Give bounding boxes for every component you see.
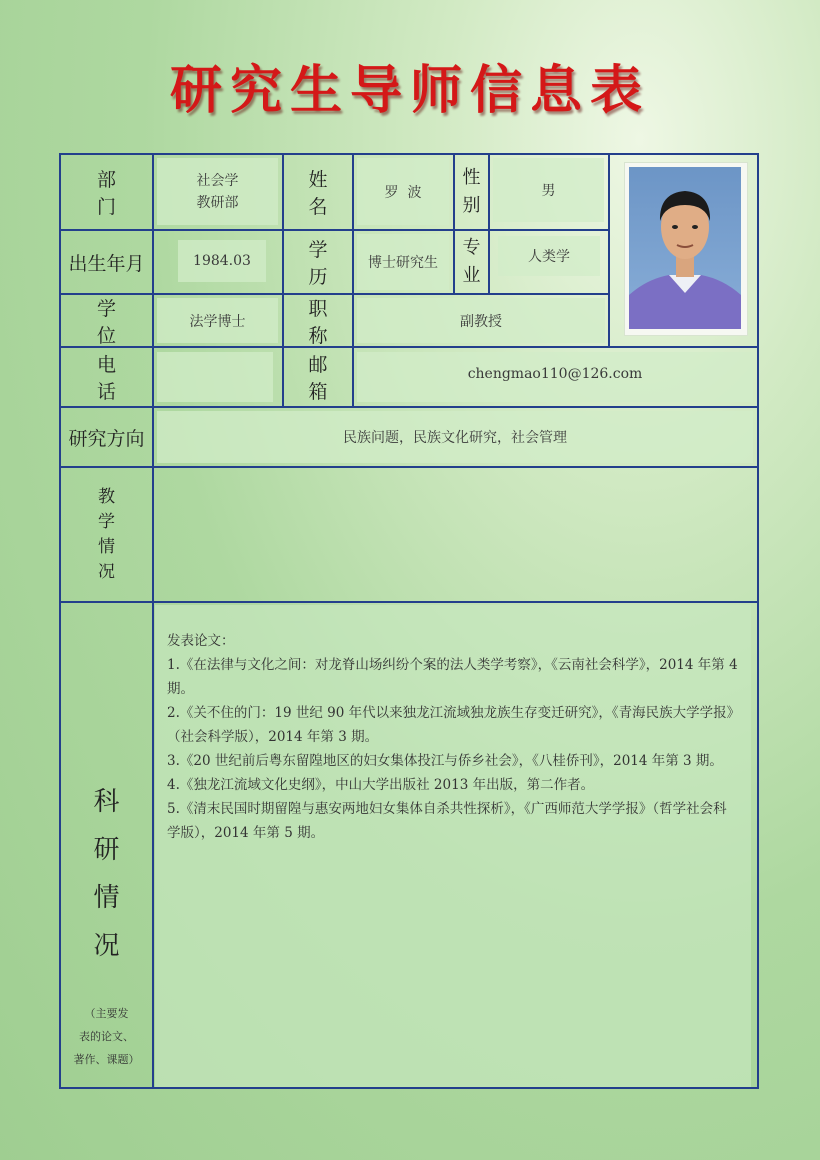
email-value: chengmao110@126.com	[357, 352, 753, 402]
teaching-label	[61, 468, 152, 601]
phone-label: 电 话	[96, 354, 130, 403]
name-label: 姓 名	[308, 169, 342, 218]
name-value: 罗 波	[357, 158, 449, 225]
publication-heading: 发表论文：	[167, 633, 235, 649]
teaching-label-3: 情	[98, 536, 115, 557]
gender-label-1: 性	[462, 167, 481, 189]
table-divider	[608, 153, 610, 346]
major-label-2: 业	[462, 265, 481, 286]
table-divider	[488, 153, 490, 293]
major-value: 人类学	[498, 236, 600, 276]
table-divider	[152, 153, 154, 1089]
research-note-line-3: 著作、课题）	[73, 1053, 140, 1066]
research-note-line-1: （主要发	[84, 1007, 129, 1020]
department-label: 部 门	[96, 169, 130, 218]
gender-label-2: 别	[462, 195, 481, 216]
table-divider	[352, 153, 354, 406]
major-label	[455, 231, 488, 293]
teaching-value	[155, 468, 756, 601]
department-line-2: 教研部	[196, 194, 239, 211]
gender-label	[455, 155, 488, 229]
list-item: 1.《在法律与文化之间：对龙脊山场纠纷个案的法人类学考察》，《云南社会科学》，2014 年第 4 期。	[167, 657, 738, 697]
teaching-label-1: 教	[98, 486, 115, 507]
research-note	[61, 1002, 152, 1071]
department-value	[157, 158, 278, 225]
table-divider	[59, 406, 759, 408]
research-note-line-2: 表的论文、	[79, 1030, 134, 1043]
page-title: 研究生导师信息表	[169, 61, 650, 121]
major-label-1: 专	[462, 237, 481, 259]
degree-label: 学 位	[96, 297, 130, 347]
research-direction-value: 民族问题，民族文化研究，社会管理	[157, 411, 753, 463]
department-line-1: 社会学	[196, 172, 239, 189]
publication-list	[167, 629, 739, 845]
education-label: 学 历	[308, 239, 342, 288]
list-item: 4.《独龙江流域文化史纲》，中山大学出版社 2013 年出版，第二作者。	[167, 777, 595, 793]
research-label	[61, 778, 152, 970]
portrait-person-icon	[629, 167, 741, 329]
research-label-2: 研	[93, 835, 120, 865]
list-item: 5.《清末民国时期留隍与惠安两地妇女集体自杀共性探析》，《广西师范大学学报》（哲学社会科学版），2014 年第 5 期。	[167, 801, 727, 841]
list-item: 2.《关不住的门：19 世纪 90 年代以来独龙江流域独龙族生存变迁研究》，《青海民族大学学报》（社会科学版），2014 年第 3 期。	[167, 705, 734, 745]
research-label-1: 科	[93, 787, 120, 817]
birth-label: 出生年月	[68, 252, 145, 275]
table-divider	[59, 346, 759, 348]
portrait-photo-frame	[624, 162, 748, 336]
research-direction-label: 研究方向	[68, 427, 145, 450]
phone-value	[157, 352, 273, 402]
table-divider	[59, 601, 759, 603]
portrait-photo	[629, 167, 741, 329]
research-label-4: 况	[93, 931, 120, 961]
teaching-label-4: 况	[98, 561, 115, 582]
list-item: 3.《20 世纪前后粤东留隍地区的妇女集体投江与侨乡社会》，《八桂侨刊》，2014 年第 3 期。	[167, 753, 723, 769]
teaching-label-2: 学	[98, 511, 115, 532]
degree-value: 法学博士	[157, 298, 278, 343]
education-value: 博士研究生	[357, 234, 449, 290]
title-label: 职 称	[308, 297, 342, 347]
research-content	[155, 605, 751, 1087]
email-label: 邮 箱	[308, 354, 342, 403]
title-value: 副教授	[357, 298, 605, 343]
birth-value: 1984.03	[178, 240, 266, 282]
gender-value: 男	[493, 158, 604, 222]
research-label-3: 情	[93, 883, 120, 913]
